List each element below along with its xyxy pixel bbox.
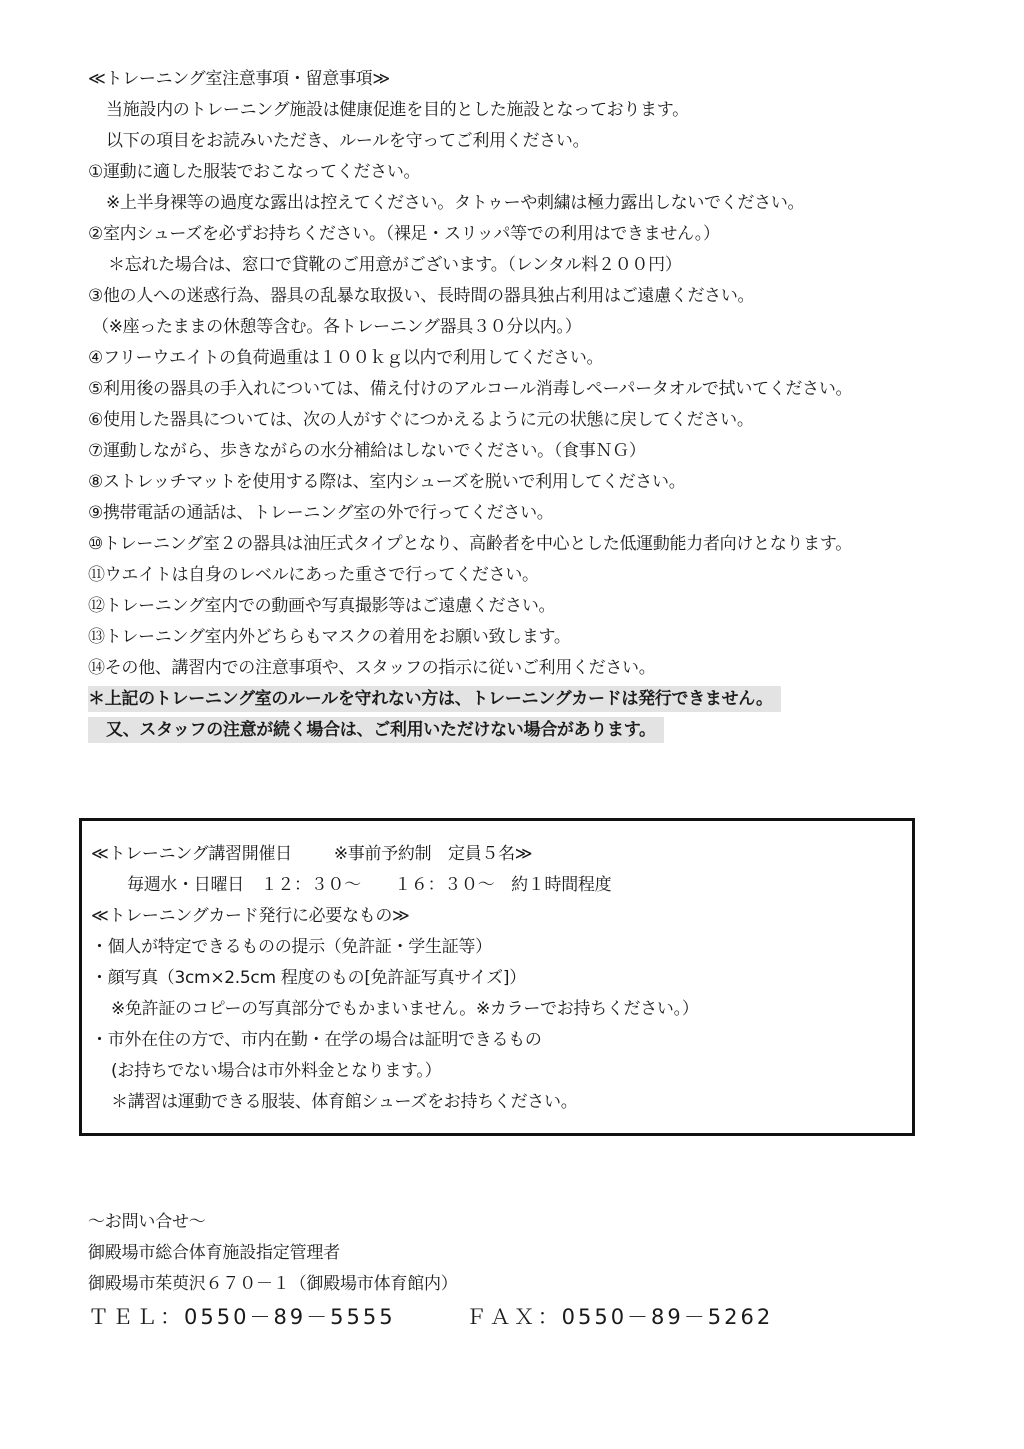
session-heading: ≪トレーニング講習開催日 <box>91 844 292 864</box>
rules-intro-line: 当施設内のトレーニング施設は健康促進を目的とした施設となっております。 <box>106 100 689 120</box>
rule-item: ⑥使用した器具については、次の人がすぐにつかえるように元の状態に戻してください。 <box>88 410 754 430</box>
contact-phone-fax <box>88 1300 773 1334</box>
rule-item: ⑩トレーニング室２の器具は油圧式タイプとなり、高齢者を中心とした低運動能力者向けとなります。 <box>88 534 852 554</box>
session-heading-line <box>91 839 912 870</box>
rules-warning-line: ＊上記のトレーニング室のルールを守れない方は、トレーニングカードは発行できません。 <box>88 686 781 712</box>
requirement-item: ・個人が特定できるものの提示（免許証・学生証等） <box>91 937 492 957</box>
rule-item: ①運動に適した服装でおこなってください。 <box>88 162 421 182</box>
contact-heading: ～お問い合せ～ <box>88 1212 206 1232</box>
rules-warning <box>88 684 948 715</box>
contact-info <box>88 1207 773 1334</box>
card-requirements-heading: ≪トレーニングカード発行に必要なもの≫ <box>91 906 410 926</box>
requirement-item: ・顔写真（3cm×2.5cm 程度のもの[免許証写真サイズ]） <box>91 968 526 988</box>
rule-item: ⑫トレーニング室内での動画や写真撮影等はご遠慮ください。 <box>88 596 556 616</box>
training-session-info-box <box>79 818 915 1136</box>
rule-item: ⑤利用後の器具の手入れについては、備え付けのアルコール消毒しペーパータオルで拭いてください。 <box>88 379 853 399</box>
rule-item: ⑨携帯電話の通話は、トレーニング室の外で行ってください。 <box>88 503 554 523</box>
rule-item: ②室内シューズを必ずお持ちください。（裸足・スリッパ等での利用はできません。） <box>88 224 720 244</box>
requirement-item: (お持ちでない場合は市外料金となります。） <box>111 1061 442 1081</box>
requirement-item: ・市外在住の方で、市内在勤・在学の場合は証明できるもの <box>91 1030 542 1050</box>
card-requirements-list <box>91 932 912 1118</box>
requirement-item: ※免許証のコピーの写真部分でもかまいません。※カラーでお持ちください。） <box>111 999 699 1019</box>
contact-tel: ＴＥＬ：0550－89－5555 <box>88 1305 396 1329</box>
rules-heading: ≪トレーニング室注意事項・留意事項≫ <box>88 69 390 89</box>
rules-intro-line: 以下の項目をお読みいただき、ルールを守ってご利用ください。 <box>106 131 590 151</box>
rules-warning-line: 又、スタッフの注意が続く場合は、ご利用いただけない場合があります。 <box>88 717 664 743</box>
session-note: ※事前予約制 定員５名≫ <box>333 844 533 864</box>
requirement-item: ＊講習は運動できる服装、体育館シューズをお持ちください。 <box>111 1092 578 1112</box>
rules-warning <box>88 715 948 746</box>
training-room-rules <box>88 64 948 746</box>
rule-item: ※上半身裸等の過度な露出は控えてください。タトゥーや刺繍は極力露出しないでください。 <box>106 193 805 213</box>
rule-item: ⑪ウエイトは自身のレベルにあった重さで行ってください。 <box>88 565 539 585</box>
rule-item: ③他の人への迷惑行為、器具の乱暴な取扱い、長時間の器具独占利用はご遠慮ください。 <box>88 286 755 306</box>
rule-item: ⑭その他、講習内での注意事項や、スタッフの指示に従いご利用ください。 <box>88 658 656 678</box>
rule-item: ⑧ストレッチマットを使用する際は、室内シューズを脱いで利用してください。 <box>88 472 686 492</box>
rules-list <box>88 157 948 684</box>
contact-fax: ＦＡＸ：0550－89－5262 <box>465 1305 774 1329</box>
rule-item: ⑦運動しながら、歩きながらの水分補給はしないでください。（食事ＮＧ） <box>88 441 646 461</box>
rule-item: ＊忘れた場合は、窓口で貸靴のご用意がございます。（レンタル料２００円） <box>108 255 682 275</box>
contact-organization: 御殿場市総合体育施設指定管理者 <box>88 1243 340 1263</box>
contact-address: 御殿場市茱萸沢６７０－１（御殿場市体育館内） <box>88 1274 458 1294</box>
rule-item: （※座ったままの休憩等含む。各トレーニング器具３０分以内。） <box>92 317 582 337</box>
rule-item: ④フリーウエイトの負荷過重は１００ｋｇ以内で利用してください。 <box>88 348 604 368</box>
session-schedule: 毎週水・日曜日 １２：３０～ １６：３０～ 約１時間程度 <box>127 875 612 895</box>
rule-item: ⑬トレーニング室内外どちらもマスクの着用をお願い致します。 <box>88 627 571 647</box>
